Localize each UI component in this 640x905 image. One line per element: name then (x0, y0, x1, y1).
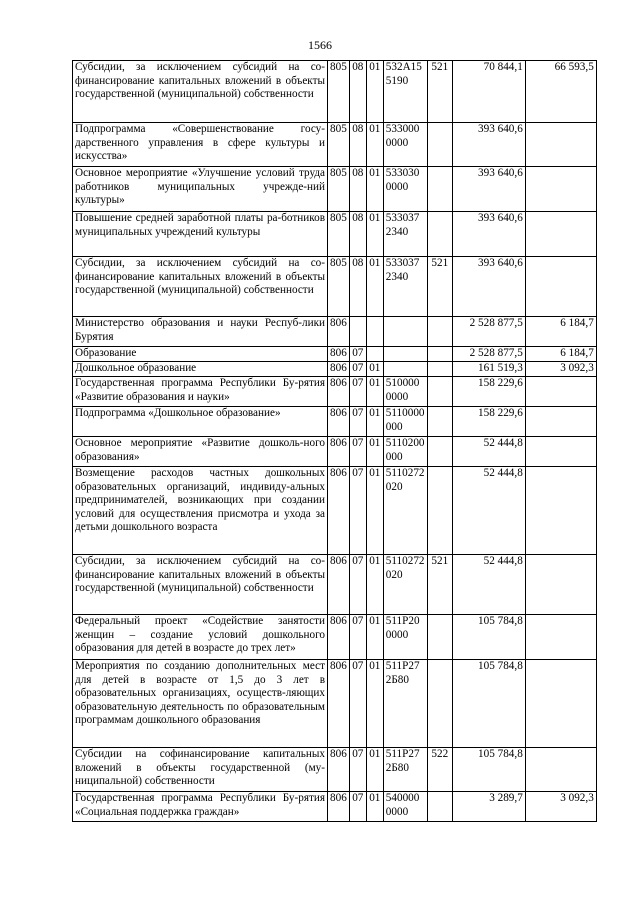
target-article-code: 511P200000 (383, 615, 427, 660)
row-name: Дошкольное образование (73, 362, 328, 377)
row-name: Повышение средней заработной платы ра-ботников муниципальных учреждений культуры (73, 212, 328, 257)
subsection-code (366, 317, 383, 347)
expense-type-code (427, 792, 452, 822)
expense-type-code: 521 (427, 257, 452, 317)
row-name: Возмещение расходов частных дошкольных образовательных организаций, индивиду-альных предпринимателей, возникающих при создании условий для осуществления присмотра и ухода за детьми дошкольного возраста (73, 467, 328, 555)
subsection-code: 01 (366, 407, 383, 437)
target-article-code: 5100000000 (383, 377, 427, 407)
expense-type-code (427, 615, 452, 660)
subsection-code: 01 (366, 615, 383, 660)
amount-first: 161 519,3 (452, 362, 525, 377)
subsection-code: 01 (366, 212, 383, 257)
target-article-code (383, 347, 427, 362)
expense-type-code: 522 (427, 748, 452, 792)
expense-type-code: 521 (427, 61, 452, 123)
row-name: Мероприятия по созданию дополнительных мест для детей в возрасте от 1,5 до 3 лет в образовательных организациях, осуществ-ляющих образовательную деятельность по образовательным программам дошкольного образования (73, 660, 328, 748)
subsection-code: 01 (366, 555, 383, 615)
row-name: Основное мероприятие «Развитие дошколь-ного образования» (73, 437, 328, 467)
amount-first: 52 444,8 (452, 555, 525, 615)
section-code: 07 (349, 748, 366, 792)
target-article-code: 5110000000 (383, 407, 427, 437)
amount-second: 6 184,7 (525, 317, 596, 347)
ministry-code: 806 (328, 317, 350, 347)
row-name: Субсидии, за исключением субсидий на со-финансирование капитальных вложений в объекты государственной (муниципальной) собственности (73, 257, 328, 317)
row-name: Субсидии на софинансирование капитальных вложений в объекты государственной (му-ниципальной) собственности (73, 748, 328, 792)
section-code: 07 (349, 347, 366, 362)
amount-first: 52 444,8 (452, 467, 525, 555)
row-name: Государственная программа Республики Бу-рятия «Развитие образования и науки» (73, 377, 328, 407)
expense-type-code (427, 212, 452, 257)
ministry-code: 806 (328, 660, 350, 748)
table-row (73, 167, 597, 212)
amount-first: 393 640,6 (452, 123, 525, 167)
section-code: 08 (349, 167, 366, 212)
row-name: Основное мероприятие «Улучшение условий труда работников муниципальных учрежде-ний культуры» (73, 167, 328, 212)
subsection-code (366, 347, 383, 362)
ministry-code: 806 (328, 377, 350, 407)
amount-second (525, 407, 596, 437)
amount-first: 3 289,7 (452, 792, 525, 822)
amount-first: 393 640,6 (452, 167, 525, 212)
ministry-code: 805 (328, 61, 350, 123)
amount-second (525, 660, 596, 748)
amount-first: 2 528 877,5 (452, 347, 525, 362)
amount-first: 105 784,8 (452, 660, 525, 748)
expense-type-code (427, 167, 452, 212)
budget-table (72, 60, 597, 822)
table-row (73, 377, 597, 407)
ministry-code: 805 (328, 257, 350, 317)
table-row (73, 407, 597, 437)
ministry-code: 805 (328, 123, 350, 167)
row-name: Подпрограмма «Совершенствование госу-дарственного управления в сфере культуры и искусства» (73, 123, 328, 167)
table-row (73, 317, 597, 347)
expense-type-code (427, 437, 452, 467)
amount-second: 3 092,3 (525, 792, 596, 822)
ministry-code: 806 (328, 555, 350, 615)
target-article-code: 5330000000 (383, 123, 427, 167)
subsection-code: 01 (366, 467, 383, 555)
amount-second: 66 593,5 (525, 61, 596, 123)
row-name: Субсидии, за исключением субсидий на со-финансирование капитальных вложений в объекты государственной (муниципальной) собственности (73, 555, 328, 615)
amount-second (525, 167, 596, 212)
row-name: Федеральный проект «Содействие занятости женщин – создание условий дошкольного образования для детей в возрасте до трех лет» (73, 615, 328, 660)
table-row (73, 660, 597, 748)
amount-first: 2 528 877,5 (452, 317, 525, 347)
section-code (349, 317, 366, 347)
target-article-code: 5110200000 (383, 437, 427, 467)
subsection-code: 01 (366, 377, 383, 407)
target-article-code: 511P272Б80 (383, 748, 427, 792)
section-code: 07 (349, 555, 366, 615)
target-article-code: 5400000000 (383, 792, 427, 822)
amount-second (525, 257, 596, 317)
expense-type-code (427, 347, 452, 362)
ministry-code: 806 (328, 615, 350, 660)
row-name: Подпрограмма «Дошкольное образование» (73, 407, 328, 437)
expense-type-code (427, 362, 452, 377)
ministry-code: 806 (328, 407, 350, 437)
amount-first: 158 229,6 (452, 407, 525, 437)
section-code: 07 (349, 467, 366, 555)
table-row (73, 61, 597, 123)
row-name: Субсидии, за исключением субсидий на со-финансирование капитальных вложений в объекты государственной (муниципальной) собственности (73, 61, 328, 123)
row-name: Государственная программа Республики Бу-рятия «Социальная поддержка граждан» (73, 792, 328, 822)
target-article-code: 5330300000 (383, 167, 427, 212)
section-code: 08 (349, 123, 366, 167)
row-name: Министерство образования и науки Респуб-лики Бурятия (73, 317, 328, 347)
page-number: 1566 (308, 38, 332, 52)
target-article-code: 5330372340 (383, 212, 427, 257)
ministry-code: 805 (328, 212, 350, 257)
amount-second (525, 377, 596, 407)
ministry-code: 806 (328, 467, 350, 555)
table-row (73, 362, 597, 377)
section-code: 07 (349, 615, 366, 660)
section-code: 07 (349, 792, 366, 822)
section-code: 07 (349, 362, 366, 377)
target-article-code: 5330372340 (383, 257, 427, 317)
amount-first: 105 784,8 (452, 615, 525, 660)
table-row (73, 467, 597, 555)
amount-second: 6 184,7 (525, 347, 596, 362)
target-article-code (383, 362, 427, 377)
amount-first: 105 784,8 (452, 748, 525, 792)
section-code: 08 (349, 257, 366, 317)
table-row (73, 555, 597, 615)
amount-second (525, 437, 596, 467)
expense-type-code (427, 123, 452, 167)
amount-first: 393 640,6 (452, 257, 525, 317)
ministry-code: 806 (328, 748, 350, 792)
table-row (73, 212, 597, 257)
subsection-code: 01 (366, 123, 383, 167)
subsection-code: 01 (366, 437, 383, 467)
section-code: 07 (349, 377, 366, 407)
subsection-code: 01 (366, 660, 383, 748)
table-row (73, 347, 597, 362)
section-code: 07 (349, 437, 366, 467)
ministry-code: 806 (328, 362, 350, 377)
amount-second (525, 467, 596, 555)
amount-first: 158 229,6 (452, 377, 525, 407)
table-row (73, 792, 597, 822)
section-code: 07 (349, 660, 366, 748)
section-code: 08 (349, 61, 366, 123)
table-row (73, 748, 597, 792)
amount-second (525, 212, 596, 257)
amount-second (525, 615, 596, 660)
target-article-code: 5110272020 (383, 467, 427, 555)
table-row (73, 257, 597, 317)
ministry-code: 806 (328, 792, 350, 822)
section-code: 08 (349, 212, 366, 257)
expense-type-code (427, 407, 452, 437)
row-name: Образование (73, 347, 328, 362)
subsection-code: 01 (366, 167, 383, 212)
target-article-code: 5110272020 (383, 555, 427, 615)
subsection-code: 01 (366, 61, 383, 123)
table-row (73, 615, 597, 660)
amount-second (525, 123, 596, 167)
amount-first: 393 640,6 (452, 212, 525, 257)
section-code: 07 (349, 407, 366, 437)
table-row (73, 123, 597, 167)
expense-type-code (427, 377, 452, 407)
ministry-code: 805 (328, 167, 350, 212)
subsection-code: 01 (366, 748, 383, 792)
expense-type-code: 521 (427, 555, 452, 615)
expense-type-code (427, 660, 452, 748)
target-article-code: 511P272Б80 (383, 660, 427, 748)
amount-first: 70 844,1 (452, 61, 525, 123)
expense-type-code (427, 317, 452, 347)
target-article-code: 532A155190 (383, 61, 427, 123)
subsection-code: 01 (366, 257, 383, 317)
table-row (73, 437, 597, 467)
ministry-code: 806 (328, 437, 350, 467)
subsection-code: 01 (366, 792, 383, 822)
amount-second (525, 748, 596, 792)
ministry-code: 806 (328, 347, 350, 362)
expense-type-code (427, 467, 452, 555)
target-article-code (383, 317, 427, 347)
amount-second: 3 092,3 (525, 362, 596, 377)
amount-first: 52 444,8 (452, 437, 525, 467)
amount-second (525, 555, 596, 615)
subsection-code: 01 (366, 362, 383, 377)
